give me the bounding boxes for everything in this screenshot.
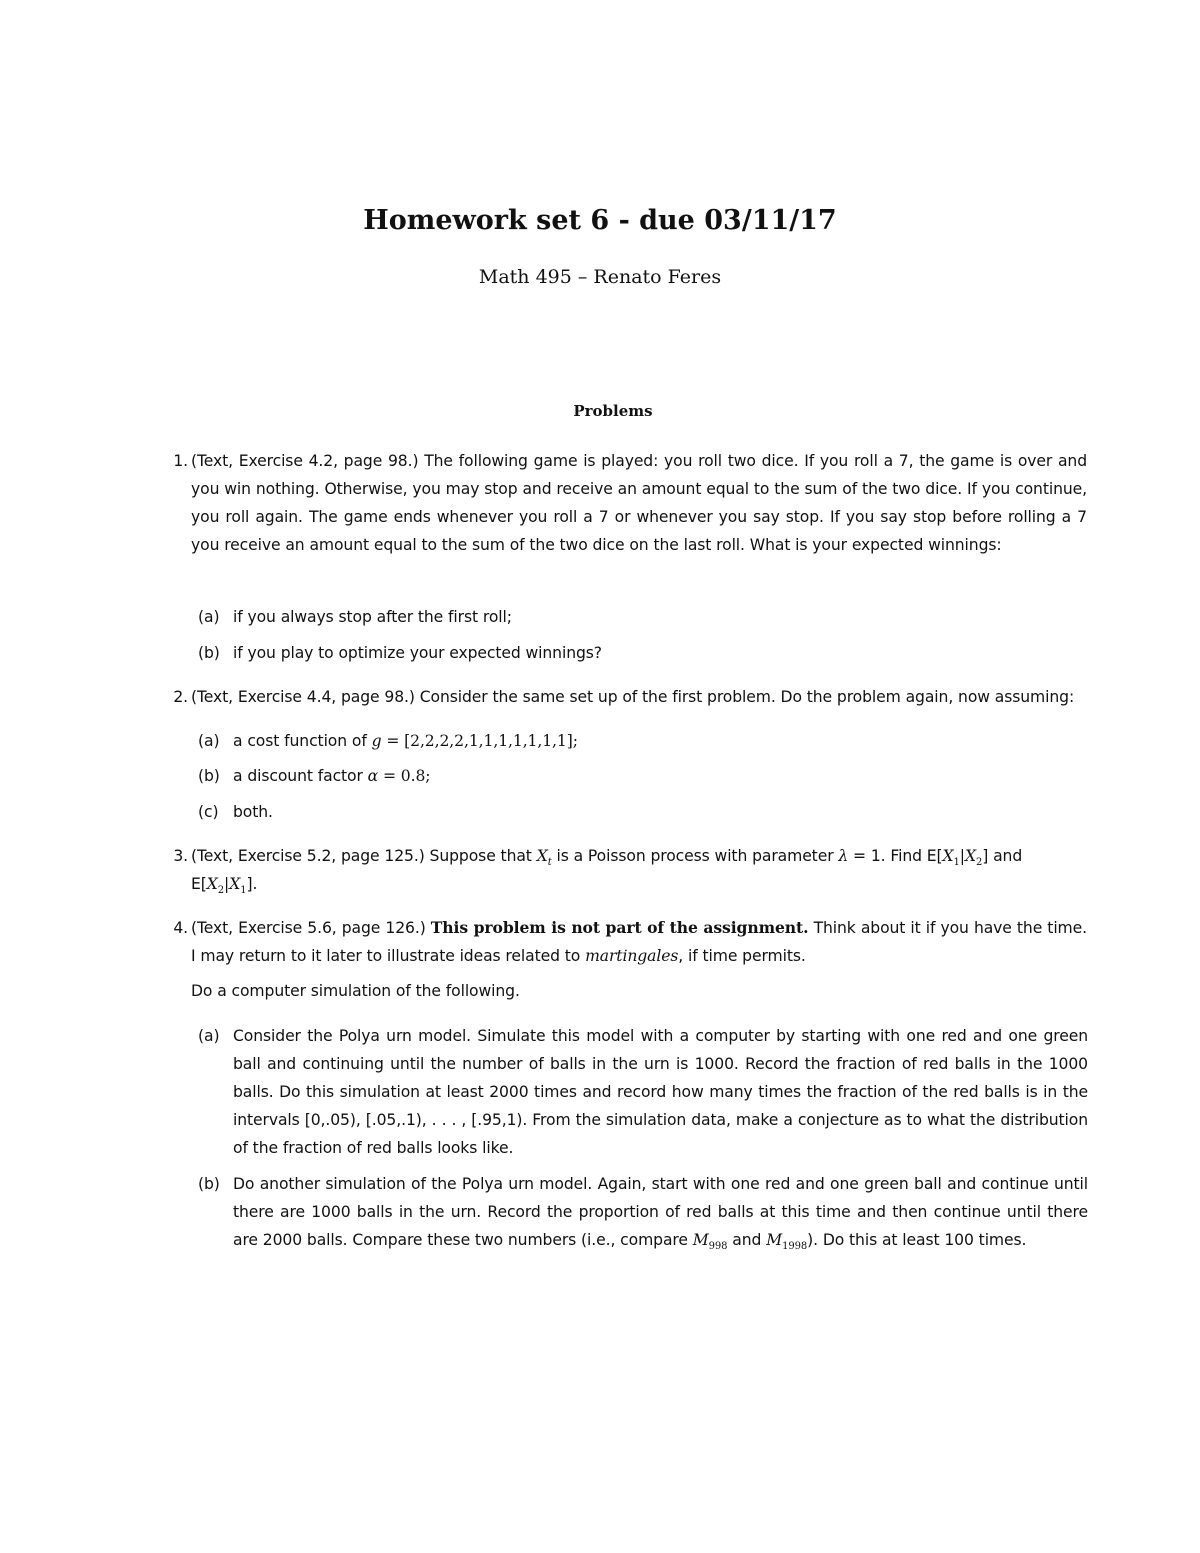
problem-number: 1. [173,452,188,470]
problem-text: (Text, Exercise 4.4, page 98.) Consider the same set up of the first problem. Do the problem again, now assuming: [191,688,1075,706]
part-label: (b) [198,767,220,785]
emphasis-bold: This problem is not part of the assignment. [430,918,809,937]
page-title: Homework set 6 - due 03/11/17 [363,205,837,236]
part-text: Consider the Polya urn model. Simulate this model with a computer by starting with one red and one green ball and continuing until the number of balls in the urn is 1000. Record the fraction of red balls in the 1000 balls. Do this simulation at least 2000 times and record how many times the fraction of the red balls is in the intervals [0,.05), [.05,.1), . . . , [.95,1). From the simulation data, make a conjecture as to what the distribution of the fraction of red balls looks like. [233,1027,1088,1157]
problem-number: 2. [173,688,188,706]
part-label: (a) [198,608,220,626]
part-text: Do another simulation of the Polya urn model. Again, start with one red and one green ball and continue until there are 1000 balls in the urn. Record the proportion of red balls at this time and then continue until there are 2000 balls. Compare these two numbers (i.e., compare $M_{998}$ and $M_{1998}$). Do this at least 100 times. [233,1175,1088,1253]
math-var: α [367,767,379,785]
problem-text: (Text, Exercise 4.2, page 98.) The following game is played: you roll two dice. If you roll a 7, the game is over and you win nothing. Otherwise, you may stop and receive an amount equal to the sum of the two dice. If you continue, you roll again. The game ends whenever you roll a 7 or whenever you say stop. If you say stop before rolling a 7 you receive an amount equal to the sum of the two dice on the last roll. What is your expected winnings: [191,452,1087,554]
problem-text: (Text, Exercise 5.2, page 125.) Suppose that $X_t$ is a Poisson process with parameter λ = 1. Find $E[X_1|X_2]$ and $E[X_2|X_1]$. [191,847,1023,897]
part-label: (a) [198,732,220,750]
part-label: (b) [198,644,220,662]
problem-number: 3. [173,847,188,865]
problem-number: 4. [173,919,188,937]
emphasis-italic: martingales [585,947,679,965]
part-text: a discount factor α = 0.8; [233,767,431,785]
part-text: if you play to optimize your expected winnings? [233,644,602,662]
part-text: both. [233,803,273,821]
problem-4-intro: Do a computer simulation of the following. [191,982,520,1000]
section-heading: Problems [573,402,653,420]
part-text: a cost function of g = [2,2,2,2,1,1,1,1,1,1,1]; [233,732,578,750]
part-label: (b) [198,1175,220,1193]
part-label: (c) [198,803,219,821]
page-subtitle: Math 495 – Renato Feres [478,266,722,288]
part-text: if you always stop after the first roll; [233,608,512,626]
math-var: g [371,732,382,750]
problem-text: (Text, Exercise 5.6, page 126.) This problem is not part of the assignment. Think about it if you have the time. I may return to it later to illustrate ideas related to martingales, if time permits. Do a computer simulation of the following. [191,914,1087,1005]
part-label: (a) [198,1027,220,1045]
